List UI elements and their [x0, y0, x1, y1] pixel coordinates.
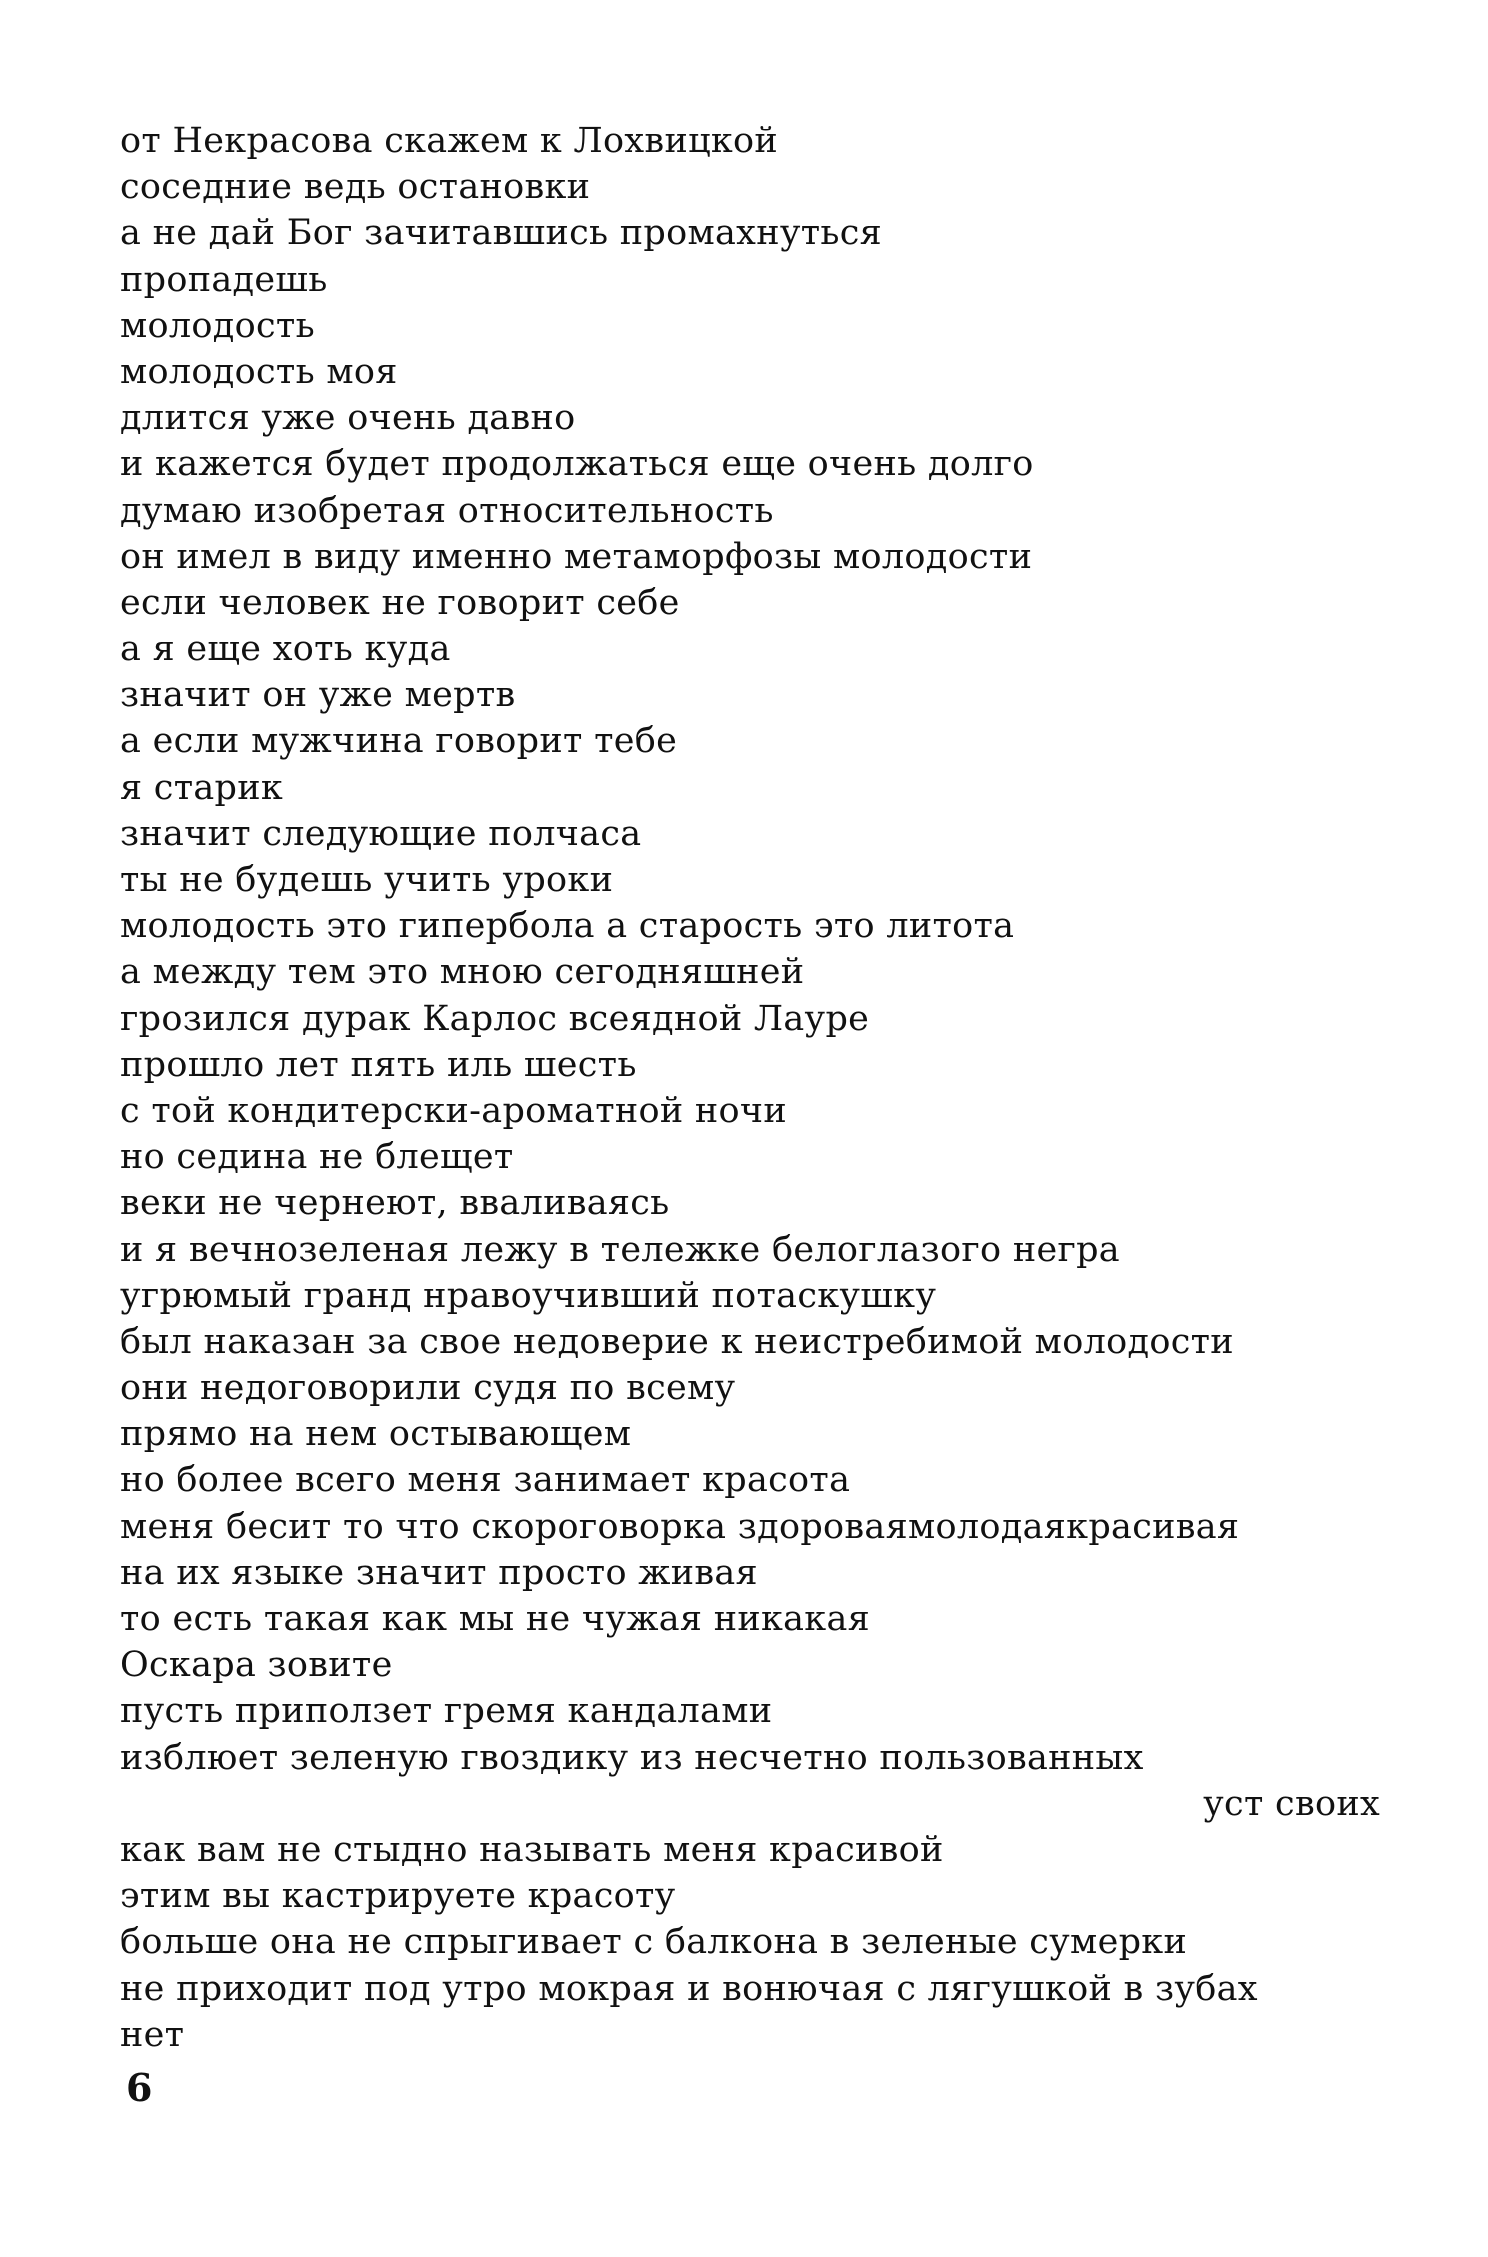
- poem-line: был наказан за свое недоверие к неистребимой молодости: [120, 1321, 1234, 1362]
- poem-text: [120, 118, 1380, 2058]
- poem-line: значит он уже мертв: [120, 675, 516, 716]
- poem-line: и я вечнозеленая лежу в тележке белоглазого негра: [120, 1229, 1120, 1270]
- poem-line: он имел в виду именно метаморфозы молодости: [120, 536, 1033, 577]
- page-number: 6: [126, 2065, 153, 2110]
- poem-line: а если мужчина говорит тебе: [120, 721, 678, 762]
- poem-line: ты не будешь учить уроки: [120, 860, 614, 900]
- poem-line: если человек не говорит себе: [120, 582, 680, 623]
- poem-line: молодость: [120, 305, 315, 346]
- poem-line: молодость это гипербола а старость это литота: [120, 906, 1015, 947]
- poem-line: как вам не стыдно называть меня красивой: [120, 1829, 944, 1870]
- poem-line-continuation: уст своих: [1203, 1783, 1380, 1824]
- poem-line: а я еще хоть куда: [120, 629, 451, 670]
- poem-line: соседние ведь остановки: [120, 167, 591, 208]
- poem-line: меня бесит то что скороговорка здороваямолодаякрасивая: [120, 1506, 1240, 1547]
- poem-line: а не дай Бог зачитавшись промахнуться: [120, 213, 883, 254]
- poem-line: я старик: [120, 767, 284, 808]
- poem-line: от Некрасова скажем к Лохвицкой: [120, 121, 779, 161]
- poem-line: молодость моя: [120, 351, 398, 392]
- poem-line: значит следующие полчаса: [120, 813, 642, 854]
- poem-line: не приходит под утро мокрая и вонючая с лягушкой в зубах: [120, 1968, 1258, 2009]
- poem-line: пропадешь: [120, 259, 328, 300]
- poem-line: прошло лет пять иль шесть: [120, 1044, 637, 1085]
- poem-line: этим вы кастрируете красоту: [120, 1876, 676, 1917]
- poem-line: но седина не блещет: [120, 1137, 514, 1178]
- poem-line: длится уже очень давно: [120, 398, 576, 439]
- poem-line: они недоговорили судя по всему: [120, 1368, 736, 1409]
- poem-line: с той кондитерски-ароматной ночи: [120, 1090, 787, 1131]
- poem-line: грозился дурак Карлос всеядной Лауре: [120, 998, 870, 1039]
- poem-line: то есть такая как мы не чужая никакая: [120, 1599, 871, 1639]
- poem-line: прямо на нем остывающем: [120, 1414, 632, 1455]
- poem-line: на их языке значит просто живая: [120, 1552, 758, 1593]
- poem-line: Оскара зовите: [120, 1645, 393, 1686]
- poem-line: и кажется будет продолжаться еще очень долго: [120, 444, 1034, 485]
- poem-line: веки не чернеют, вваливаясь: [120, 1183, 670, 1224]
- poem-line: нет: [120, 2014, 185, 2055]
- poem-line: изблюет зеленую гвоздику из несчетно пользованных: [120, 1737, 1144, 1778]
- poem-line: больше она не спрыгивает с балкона в зеленые сумерки: [120, 1922, 1188, 1963]
- poem-line: угрюмый гранд нравоучивший потаскушку: [120, 1275, 937, 1316]
- poem-line: думаю изобретая относительность: [120, 490, 774, 531]
- poem-line: пусть приползет гремя кандалами: [120, 1691, 773, 1732]
- poem-line: а между тем это мною сегодняшней: [120, 952, 805, 993]
- poem-line: но более всего меня занимает красота: [120, 1460, 851, 1501]
